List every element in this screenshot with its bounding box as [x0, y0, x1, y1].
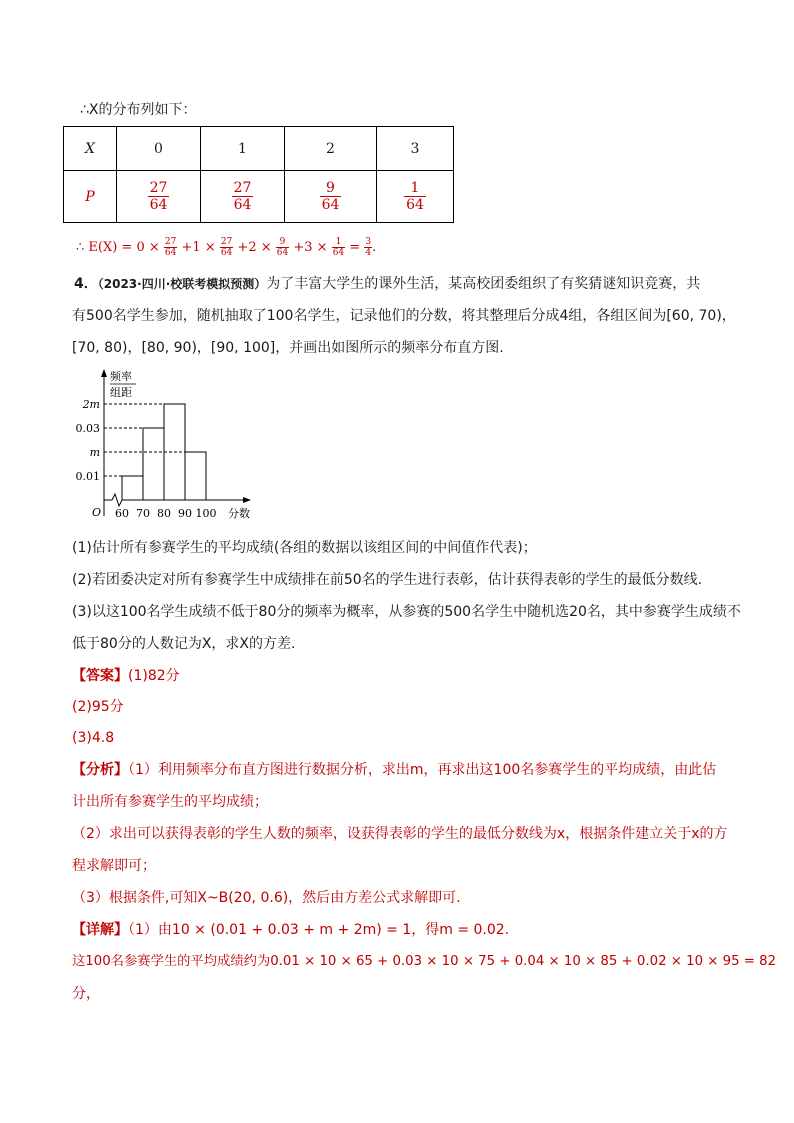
y-tick-label-1: m — [89, 446, 100, 459]
y-tick-label-0: 0.01 — [75, 470, 100, 483]
detail-line-2: 这100名参赛学生的平均成绩约为0.01 × 10 × 65 + 0.03 × 10 × 75 + 0.04 × 10 × 85 + 0.02 × 10 × 95 = 82 — [72, 954, 777, 969]
analysis-line-5: （3）根据条件,可知X~B(20, 0.6)，然后由方差公式求解即可. — [72, 890, 461, 906]
analysis-line-2: 计出所有参赛学生的平均成绩； — [72, 794, 268, 810]
distribution-intro: ∴X的分布列如下： — [80, 102, 197, 118]
histogram-bar-0 — [122, 476, 143, 500]
question-3-line-1: (3)以这100名学生成绩不低于80分的频率为概率，从参赛的500名学生中随机选20名，其中参赛学生成绩不 — [72, 604, 741, 620]
y-label-top: 频率 — [110, 370, 132, 383]
x-tick-label-1: 70 — [136, 507, 150, 520]
question-1: (1)估计所有参赛学生的平均成绩(各组的数据以该组区间的中间值作代表)； — [72, 540, 537, 556]
answer-label: 【答案】 — [72, 668, 128, 684]
detail-line-3: 分， — [72, 986, 100, 1002]
x-axis-label: 分数 — [228, 507, 250, 520]
x-tick-label-2: 80 — [157, 507, 171, 520]
expectation-formula: ∴ E(X) = 0 × $\frac{27}{64}$ +1 × $\frac{27}{64}$ +2 × $\frac{9}{64}$ +3 × $\frac{1}{64}$ = $\frac{3}{4}$ . — [76, 237, 377, 258]
x-tick-label-3: 90 — [178, 507, 192, 520]
analysis-label: 【分析】 — [72, 762, 128, 778]
analysis-line-3: （2）求出可以获得表彰的学生人数的频率，设获得表彰的学生的最低分数线为x，根据条件建立关于x的方 — [72, 826, 728, 842]
origin-label: O — [92, 506, 102, 519]
x-cell-0: 0 — [117, 127, 201, 171]
answer-line-2: (2)95分 — [72, 699, 124, 715]
row-label-p: P — [64, 171, 117, 223]
table-row-x — [64, 127, 454, 171]
x-cell-2: 2 — [285, 127, 377, 171]
y-tick-label-2: 0.03 — [75, 422, 100, 435]
problem-source: （2023·四川·校联考模拟预测） — [97, 277, 267, 291]
x-tick-label-4: 100 — [195, 507, 217, 520]
answer-line-3: (3)4.8 — [72, 730, 115, 746]
question-2: (2)若团委决定对所有参赛学生中成绩排在前50名的学生进行表彰，估计获得表彰的学生的最低分数线. — [72, 572, 703, 588]
p-cell-0: $\frac{27}{64}$ — [117, 171, 201, 223]
x-cell-3: 3 — [377, 127, 454, 171]
problem-line-1: 4．（2023·四川·校联考模拟预测）为了丰富大学生的课外生活，某高校团委组织了有奖猜谜知识竞赛，共 — [74, 276, 701, 292]
detail-line-1: 【详解】（1）由10 × (0.01 + 0.03 + m + 2m) = 1，得m = 0.02. — [72, 922, 510, 938]
problem-line-2: 有500名学生参加，随机抽取了100名学生，记录他们的分数，将其整理后分成4组，各组区间为[60, 70)， — [72, 308, 736, 324]
answer-line-1: 【答案】(1)82分 — [72, 668, 180, 684]
frequency-histogram — [70, 366, 270, 526]
detail-label: 【详解】 — [72, 922, 128, 938]
problem-number: 4． — [74, 276, 98, 292]
analysis-line-4: 程求解即可； — [72, 858, 156, 874]
p-cell-1: $\frac{27}{64}$ — [201, 171, 285, 223]
y-label-bottom: 组距 — [110, 386, 132, 399]
x-axis-arrow — [243, 497, 251, 503]
p-cell-2: $\frac{9}{64}$ — [285, 171, 377, 223]
problem-line-3: [70, 80)，[80, 90)，[90, 100]，并画出如图所示的频率分布直方图. — [72, 340, 504, 356]
analysis-line-1: 【分析】（1）利用频率分布直方图进行数据分析，求出m，再求出这100名参赛学生的平均成绩，由此估 — [72, 762, 717, 778]
x-tick-label-0: 60 — [115, 507, 129, 520]
axis-break — [112, 494, 122, 506]
y-tick-label-3: 2m — [82, 398, 100, 411]
histogram-bar-1 — [143, 428, 164, 500]
histogram-bar-3 — [185, 452, 206, 500]
p-cell-3: $\frac{1}{64}$ — [377, 171, 454, 223]
y-axis-arrow — [101, 369, 107, 377]
x-cell-1: 1 — [201, 127, 285, 171]
distribution-table — [63, 126, 454, 223]
question-3-line-2: 低于80分的人数记为X，求X的方差. — [72, 636, 296, 652]
row-label-x: X — [64, 127, 117, 171]
table-row-p — [64, 171, 454, 223]
